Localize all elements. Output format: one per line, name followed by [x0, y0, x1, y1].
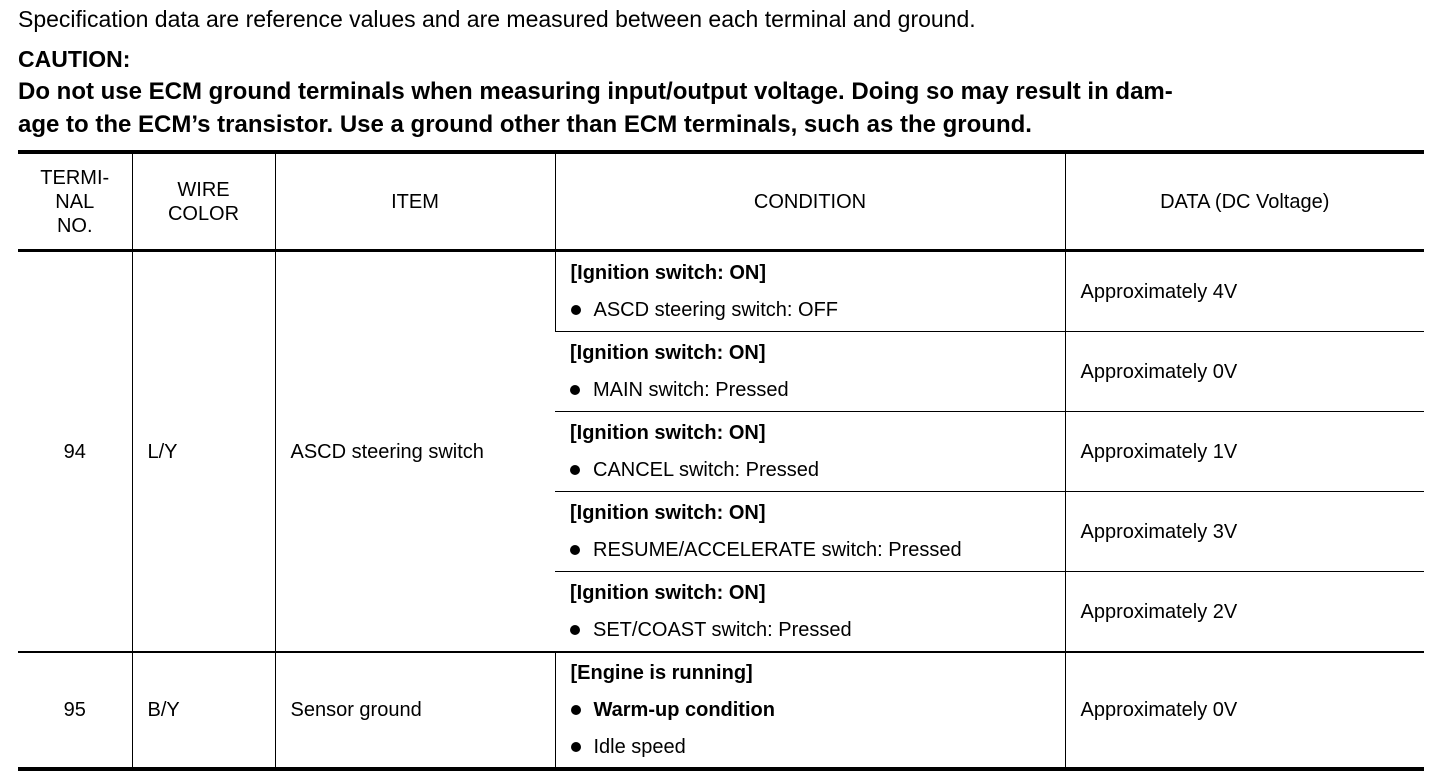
condition-cell	[555, 251, 1065, 332]
condition-heading: [Ignition switch: ON]	[570, 421, 766, 444]
condition-item-text: SET/COAST switch: Pressed	[593, 618, 852, 641]
condition-heading: [Engine is running]	[570, 661, 753, 684]
header-terminal-line-2: NAL	[55, 190, 95, 213]
bullet-icon	[571, 305, 581, 315]
header-wire-color	[132, 152, 275, 251]
bullet-icon	[571, 742, 581, 752]
condition-heading: [Ignition switch: ON]	[570, 341, 766, 364]
condition-item-text: Warm-up condition	[593, 698, 775, 721]
terminal-no-cell: 95	[18, 652, 132, 769]
caution-title: CAUTION:	[18, 46, 131, 72]
header-condition: CONDITION	[555, 152, 1065, 251]
condition-item	[570, 452, 1050, 489]
item-cell: Sensor ground	[275, 652, 555, 769]
condition-heading: [Ignition switch: ON]	[570, 261, 767, 284]
wire-color-cell: L/Y	[132, 251, 275, 653]
data-cell: Approximately 4V	[1065, 251, 1424, 332]
bullet-icon	[570, 625, 580, 635]
table-header-row	[18, 152, 1424, 251]
bullet-icon	[570, 465, 580, 475]
header-terminal-line-1: TERMI-	[40, 166, 110, 189]
bullet-icon	[571, 705, 581, 715]
condition-heading: [Ignition switch: ON]	[570, 581, 766, 604]
condition-heading: [Ignition switch: ON]	[570, 501, 766, 524]
header-item: ITEM	[275, 152, 555, 251]
bullet-icon	[570, 385, 580, 395]
header-terminal-no	[18, 152, 132, 251]
table-row	[18, 251, 1424, 332]
condition-item	[570, 532, 1050, 569]
table-row	[18, 652, 1424, 769]
condition-item	[571, 292, 1050, 329]
wire-color-cell: B/Y	[132, 652, 275, 769]
condition-item-text: ASCD steering switch: OFF	[593, 298, 839, 321]
condition-item-text: MAIN switch: Pressed	[593, 378, 789, 401]
header-wire-line-2: COLOR	[167, 202, 240, 225]
item-cell: ASCD steering switch	[275, 251, 555, 653]
condition-item-text: CANCEL switch: Pressed	[593, 458, 819, 481]
data-cell: Approximately 0V	[1065, 652, 1424, 769]
condition-cell	[555, 412, 1065, 492]
terminal-no-cell: 94	[63, 440, 86, 463]
condition-cell	[555, 572, 1065, 653]
header-data: DATA (DC Voltage)	[1065, 152, 1424, 251]
caution-body	[18, 75, 1430, 141]
condition-item	[571, 729, 1050, 766]
condition-item	[570, 372, 1050, 409]
caution-line-1: Do not use ECM ground terminals when measuring input/output voltage. Doing so may result in dam-	[18, 78, 1173, 105]
header-wire-line-1: WIRE	[177, 178, 230, 201]
intro-text: Specification data are reference values and are measured between each terminal and ground.	[18, 6, 976, 32]
data-cell: Approximately 2V	[1065, 572, 1424, 653]
bullet-icon	[570, 545, 580, 555]
data-cell: Approximately 3V	[1065, 492, 1424, 572]
data-cell: Approximately 1V	[1065, 412, 1424, 492]
caution-line-2: age to the ECM’s transistor. Use a ground other than ECM terminals, such as the ground.	[18, 111, 1032, 138]
condition-cell	[555, 492, 1065, 572]
condition-item-text: Idle speed	[593, 735, 686, 758]
header-terminal-line-3: NO.	[56, 214, 93, 237]
condition-item	[571, 692, 1050, 729]
condition-cell	[555, 332, 1065, 412]
condition-item	[570, 612, 1050, 649]
data-cell: Approximately 0V	[1065, 332, 1424, 412]
condition-cell	[555, 652, 1065, 769]
terminal-spec-table	[18, 150, 1424, 771]
condition-item-text: RESUME/ACCELERATE switch: Pressed	[593, 538, 962, 561]
